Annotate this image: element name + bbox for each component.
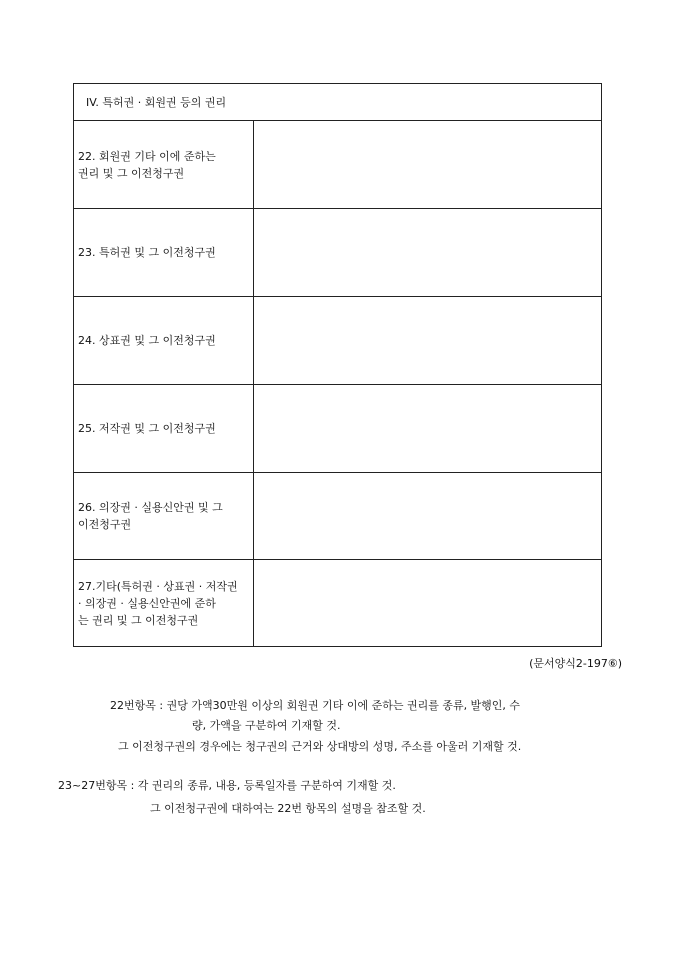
row-label-cell [74,473,254,559]
row-value-cell[interactable] [254,209,601,296]
row-value-cell[interactable] [254,297,601,384]
section-title: IV. 특허권 · 회원권 등의 권리 [74,84,601,121]
row-label: 24. 상표권 및 그 이전청구권 [78,334,216,347]
row-label-cell [74,560,254,646]
table-row [74,121,601,209]
row-label: 22. 회원권 기타 이에 준하는 권리 및 그 이전청구권 [78,149,216,180]
row-value-cell[interactable] [254,385,601,472]
table-row [74,209,601,297]
table-row [74,560,601,646]
note-line: 량, 가액을 구분하여 기재할 것. [192,719,341,732]
note-line: 22번항목 : 권당 가액30만원 이상의 회원권 기타 이에 준하는 권리를 종류, 발행인, 수 [110,699,521,712]
form-code: (문서양식2-197⑥) [529,657,622,670]
row-label-cell [74,385,254,472]
row-label: 25. 저작권 및 그 이전청구권 [78,422,216,435]
rights-form-table [73,83,602,647]
note-line: 그 이전청구권에 대하여는 22번 항목의 설명을 참조할 것. [150,802,426,815]
note-line: 23~27번항목 : 각 권리의 종류, 내용, 등록일자를 구분하여 기재할 것. [58,779,396,792]
row-value-cell[interactable] [254,473,601,559]
row-label-cell [74,209,254,296]
note-line: 그 이전청구권의 경우에는 청구권의 근거와 상대방의 성명, 주소를 아울러 기재할 것. [118,740,522,753]
table-row [74,473,601,560]
row-label-cell [74,121,254,208]
row-label-cell [74,297,254,384]
table-row [74,385,601,473]
row-value-cell[interactable] [254,121,601,208]
table-row [74,297,601,385]
row-label: 27.기타(특허권 · 상표권 · 저작권 · 의장권 · 실용신안권에 준하 는 권리 및 그 이전청구권 [78,579,238,627]
row-label: 26. 의장권 · 실용신안권 및 그 이전청구권 [78,501,223,531]
row-label: 23. 특허권 및 그 이전청구권 [78,246,216,259]
row-value-cell[interactable] [254,560,601,646]
